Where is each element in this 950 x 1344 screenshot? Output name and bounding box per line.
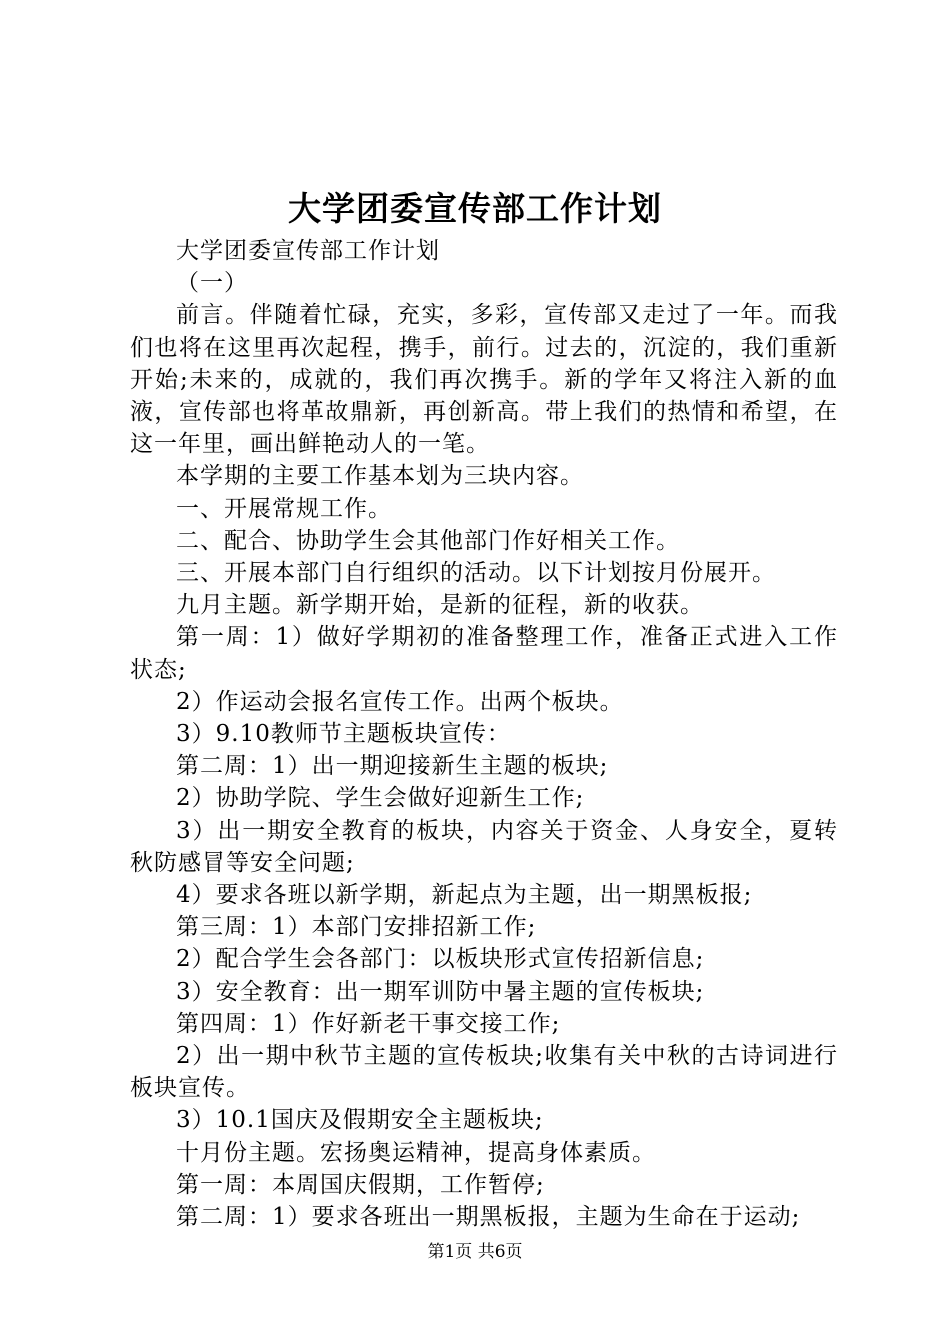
paragraph: 第二周：1）出一期迎接新生主题的板块; [176, 753, 609, 780]
paragraph: 三、开展本部门自行组织的活动。以下计划按月份展开。 [176, 560, 776, 587]
paragraph: 2）作运动会报名宣传工作。出两个板块。 [176, 688, 624, 715]
paragraph: 3）安全教育：出一期军训防中暑主题的宣传板块; [176, 978, 705, 1005]
paragraph: 4）要求各班以新学期，新起点为主题，出一期黑板报; [176, 882, 753, 909]
paragraph: 大学团委宣传部工作计划 [176, 238, 440, 264]
paragraph: 十月份主题。宏扬奥运精神，提高身体素质。 [176, 1139, 656, 1166]
paragraph: 2）协助学院、学生会做好迎新生工作; [176, 785, 585, 812]
paragraph: 3）9.10教师节主题板块宣传： [176, 721, 511, 748]
paragraph: 二、配合、协助学生会其他部门作好相关工作。 [176, 527, 680, 554]
paragraph: 前言。伴随着忙碌，充实，多彩，宣传部又走过了一年。而我们也将在这里再次起程，携手，前行。过去的，沉淀的，我们重新开始;未来的，成就的，我们再次携手。新的学年又将注入新的血液，宣传部也将革故鼎新，再创新高。带上我们的热情和希望，在这一年里，画出鲜艳动人的一笔。 [130, 302, 838, 458]
paragraph: 2）配合学生会各部门：以板块形式宣传招新信息; [176, 946, 705, 973]
paragraph: 第二周：1）要求各班出一期黑板报，主题为生命在于运动; [176, 1204, 801, 1231]
paragraph: 第四周：1）作好新老干事交接工作; [176, 1010, 561, 1037]
paragraph: 3）出一期安全教育的板块，内容关于资金、人身安全，夏转秋防感冒等安全问题; [130, 817, 838, 876]
paragraph: 本学期的主要工作基本划为三块内容。 [176, 463, 584, 490]
page-footer [0, 1240, 950, 1264]
paragraph: 2）出一期中秋节主题的宣传板块;收集有关中秋的古诗词进行板块宣传。 [130, 1043, 838, 1102]
page-number: 第1页 共6页 [427, 1242, 523, 1262]
paragraph: 九月主题。新学期开始，是新的征程，新的收获。 [176, 592, 704, 619]
document-body [130, 235, 838, 1233]
paragraph: 第三周：1）本部门安排招新工作; [176, 914, 537, 941]
paragraph: 第一周：1）做好学期初的准备整理工作，准备正式进入工作状态; [130, 624, 838, 683]
paragraph: 第一周：本周国庆假期，工作暂停; [176, 1171, 545, 1198]
document-title: 大学团委宣传部工作计划 [288, 189, 662, 228]
paragraph: （一） [176, 270, 248, 297]
paragraph: 一、开展常规工作。 [176, 495, 392, 522]
paragraph: 3）10.1国庆及假期安全主题板块; [176, 1107, 544, 1134]
